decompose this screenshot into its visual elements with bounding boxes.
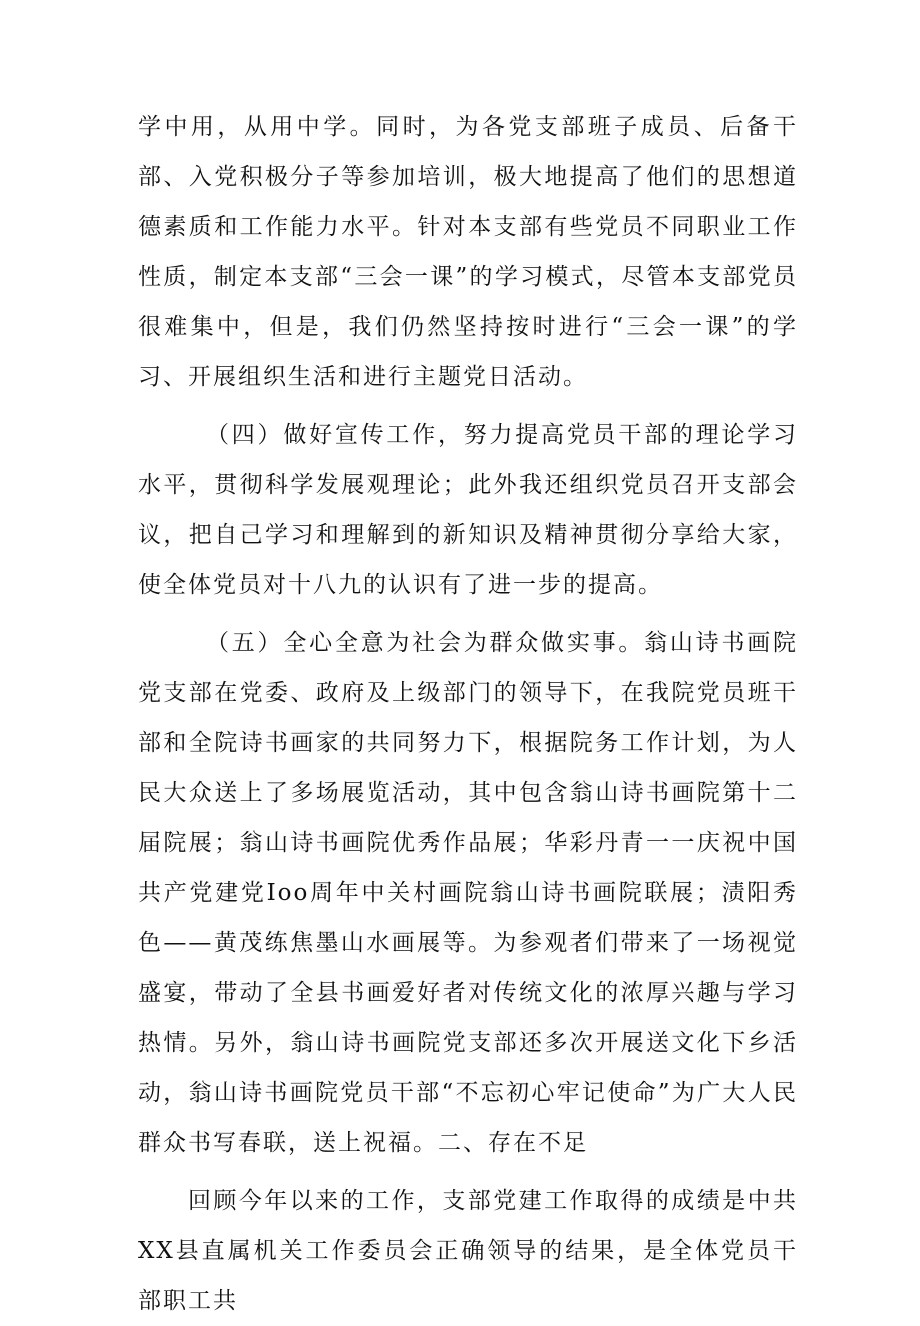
paragraph-3: （五）全心全意为社会为群众做实事。翁山诗书画院党支部在党委、政府及上级部门的领导下，在我院党员班干部和全院诗书画家的共同努力下，根据院务工作计划，为人民大众送上了多场展览活动，其中包含翁山诗书画院第十二届院展；翁山诗书画院优秀作品展；华彩丹青一一庆祝中国共产党建党Ioo周年中关村画院翁山诗书画院联展；渍阳秀色——黄茂练焦墨山水画展等。为参观者们带来了一场视觉盛宴，带动了全县书画爱好者对传统文化的浓厚兴趣与学习热情。另外，翁山诗书画院党支部还多次开展送文化下乡活动，翁山诗书画院党员干部“不忘初心牢记使命”为广大人民群众书写春联，送上祝福。二、存在不足: [138, 630, 798, 1156]
paragraph-1: 学中用，从用中学。同时，为各党支部班子成员、后备干部、入党积极分子等参加培训，极大地提高了他们的思想道德素质和工作能力水平。针对本支部有些党员不同职业工作性质，制定本支部“三会一课”的学习模式，尽管本支部党员很难集中，但是，我们仍然坚持按时进行“三会一课”的学习、开展组织生活和进行主题党日活动。: [138, 114, 798, 390]
paragraph-2: （四）做好宣传工作，努力提高党员干部的理论学习水平，贯彻科学发展观理论；此外我还组织党员召开支部会议，把自己学习和理解到的新知识及精神贯彻分享给大家，使全体党员对十八九的认识有了进一步的提高。: [138, 422, 798, 598]
paragraph-4: 回顾今年以来的工作，支部党建工作取得的成绩是中共XX县直属机关工作委员会正确领导的结果，是全体党员干部职工共: [138, 1188, 798, 1314]
document-body: [138, 102, 798, 1326]
